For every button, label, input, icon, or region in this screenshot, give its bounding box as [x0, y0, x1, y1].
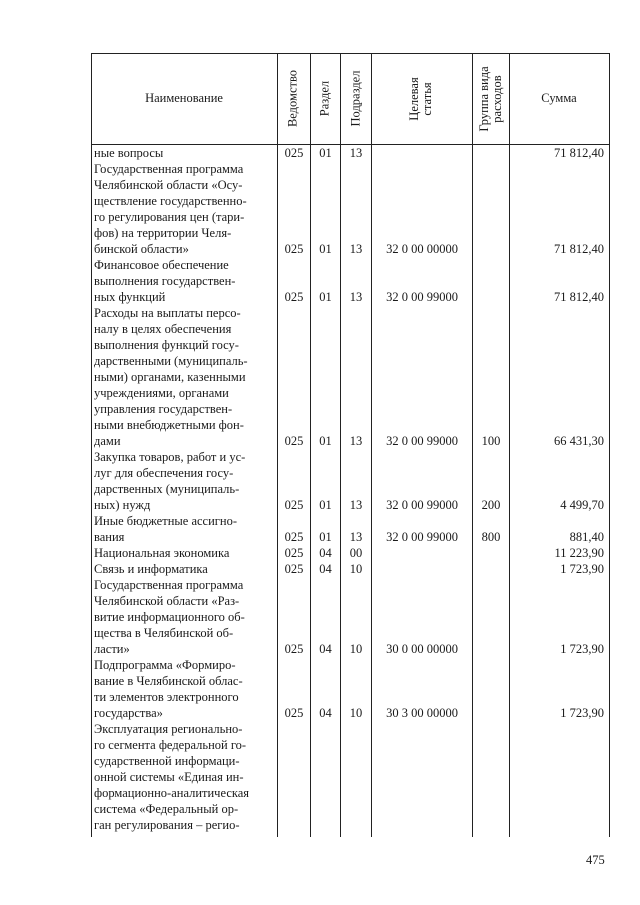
row-subsection: 13	[349, 530, 363, 544]
row-subsection: 00	[349, 546, 363, 560]
row-department: 025	[284, 642, 304, 656]
row-department: 025	[284, 290, 304, 304]
row-name: Расходы на выплаты персо- налу в целях обеспечения выполнения функций госу- дарственными (муниципаль- ными) органами, казенными учреждениями, органами управления государствен- ными внебюджетными фон- дами	[94, 306, 248, 448]
row-section: 01	[319, 242, 332, 256]
row-section: 04	[319, 546, 332, 560]
row-target: 32 0 00 00000	[386, 242, 458, 256]
row-name: Государственная программа Челябинской области «Раз- витие информационного об- щества в Челябинской об- ласти»	[94, 578, 245, 656]
row-department: 025	[284, 498, 304, 512]
budget-table	[91, 53, 610, 837]
row-sum: 1 723,90	[560, 642, 604, 656]
row-target: 32 0 00 99000	[386, 530, 458, 544]
table-row	[91, 161, 610, 257]
page-number: 475	[586, 853, 605, 867]
header-section: Раздел	[317, 80, 332, 117]
table-row	[91, 305, 610, 449]
table-row	[91, 513, 610, 545]
row-section: 04	[319, 642, 332, 656]
row-department: 025	[284, 146, 304, 160]
table-row	[91, 561, 610, 577]
table-row	[91, 657, 610, 721]
row-target: 32 0 00 99000	[386, 498, 458, 512]
header-target-line1: Целевая	[407, 77, 421, 121]
row-target: 30 0 00 00000	[386, 642, 458, 656]
row-name: Эксплуатация регионально- го сегмента федеральной го- сударственной информаци- онной системы «Единая ин- формационно-аналитическая система «Федеральный ор- ган регулирования – регио-	[94, 722, 250, 832]
row-sum: 1 723,90	[560, 706, 604, 720]
row-department: 025	[284, 242, 304, 256]
row-sum: 4 499,70	[560, 498, 604, 512]
row-subsection: 10	[349, 642, 363, 656]
row-department: 025	[284, 546, 304, 560]
header-expense-line2: расходов	[490, 75, 504, 123]
header-name: Наименование	[145, 91, 223, 105]
row-name: Национальная экономика	[94, 546, 230, 560]
row-section: 01	[319, 434, 332, 448]
row-section: 01	[319, 146, 332, 160]
row-name: Закупка товаров, работ и ус- луг для обеспечения госу- дарственных (муниципаль- ных) нужд	[94, 450, 246, 512]
row-subsection: 13	[349, 498, 363, 512]
table-row	[91, 449, 610, 513]
row-section: 01	[319, 290, 332, 304]
header-target-article	[408, 49, 434, 149]
row-target: 32 0 00 99000	[386, 434, 458, 448]
table-row	[91, 145, 610, 161]
row-department: 025	[284, 530, 304, 544]
header-subsection: Подраздел	[348, 70, 363, 127]
row-sum: 66 431,30	[554, 434, 604, 448]
row-subsection: 13	[349, 434, 363, 448]
row-name: Подпрограмма «Формиро- вание в Челябинской облас- ти элементов электронного государства»	[94, 658, 243, 720]
header-target-line2: статья	[420, 82, 434, 116]
row-department: 025	[284, 706, 304, 720]
row-section: 01	[319, 530, 332, 544]
row-expense-group: 200	[481, 498, 501, 512]
row-section: 01	[319, 498, 332, 512]
table-row	[91, 577, 610, 657]
row-name: Государственная программа Челябинской области «Осу- ществление государственно- го регулирования цен (тари- фов) на территории Челя- бинской области»	[94, 162, 247, 256]
row-target: 30 3 00 00000	[386, 706, 458, 720]
header-expense-line1: Группа вида	[477, 66, 491, 132]
row-name: Иные бюджетные ассигно- вания	[94, 514, 238, 544]
row-sum: 71 812,40	[554, 290, 604, 304]
row-subsection: 10	[349, 706, 363, 720]
row-sum: 71 812,40	[554, 146, 604, 160]
row-sum: 881,40	[569, 530, 604, 544]
row-name: ные вопросы	[94, 146, 164, 160]
header-sum: Сумма	[541, 91, 577, 105]
table-row	[91, 257, 610, 305]
row-department: 025	[284, 562, 304, 576]
row-sum: 11 223,90	[554, 546, 604, 560]
table-row	[91, 545, 610, 561]
row-department: 025	[284, 434, 304, 448]
row-sum: 71 812,40	[554, 242, 604, 256]
row-section: 04	[319, 562, 332, 576]
row-target: 32 0 00 99000	[386, 290, 458, 304]
row-section: 04	[319, 706, 332, 720]
row-name: Связь и информатика	[94, 562, 208, 576]
header-department: Ведомство	[285, 69, 300, 128]
row-name: Финансовое обеспечение выполнения государствен- ных функций	[94, 258, 236, 304]
table-row	[91, 721, 610, 833]
row-subsection: 13	[349, 242, 363, 256]
row-subsection: 13	[349, 146, 363, 160]
row-subsection: 13	[349, 290, 363, 304]
row-sum: 1 723,90	[560, 562, 604, 576]
row-expense-group: 100	[481, 434, 501, 448]
row-expense-group: 800	[481, 530, 501, 544]
header-expense-group	[478, 54, 504, 144]
row-subsection: 10	[349, 562, 363, 576]
